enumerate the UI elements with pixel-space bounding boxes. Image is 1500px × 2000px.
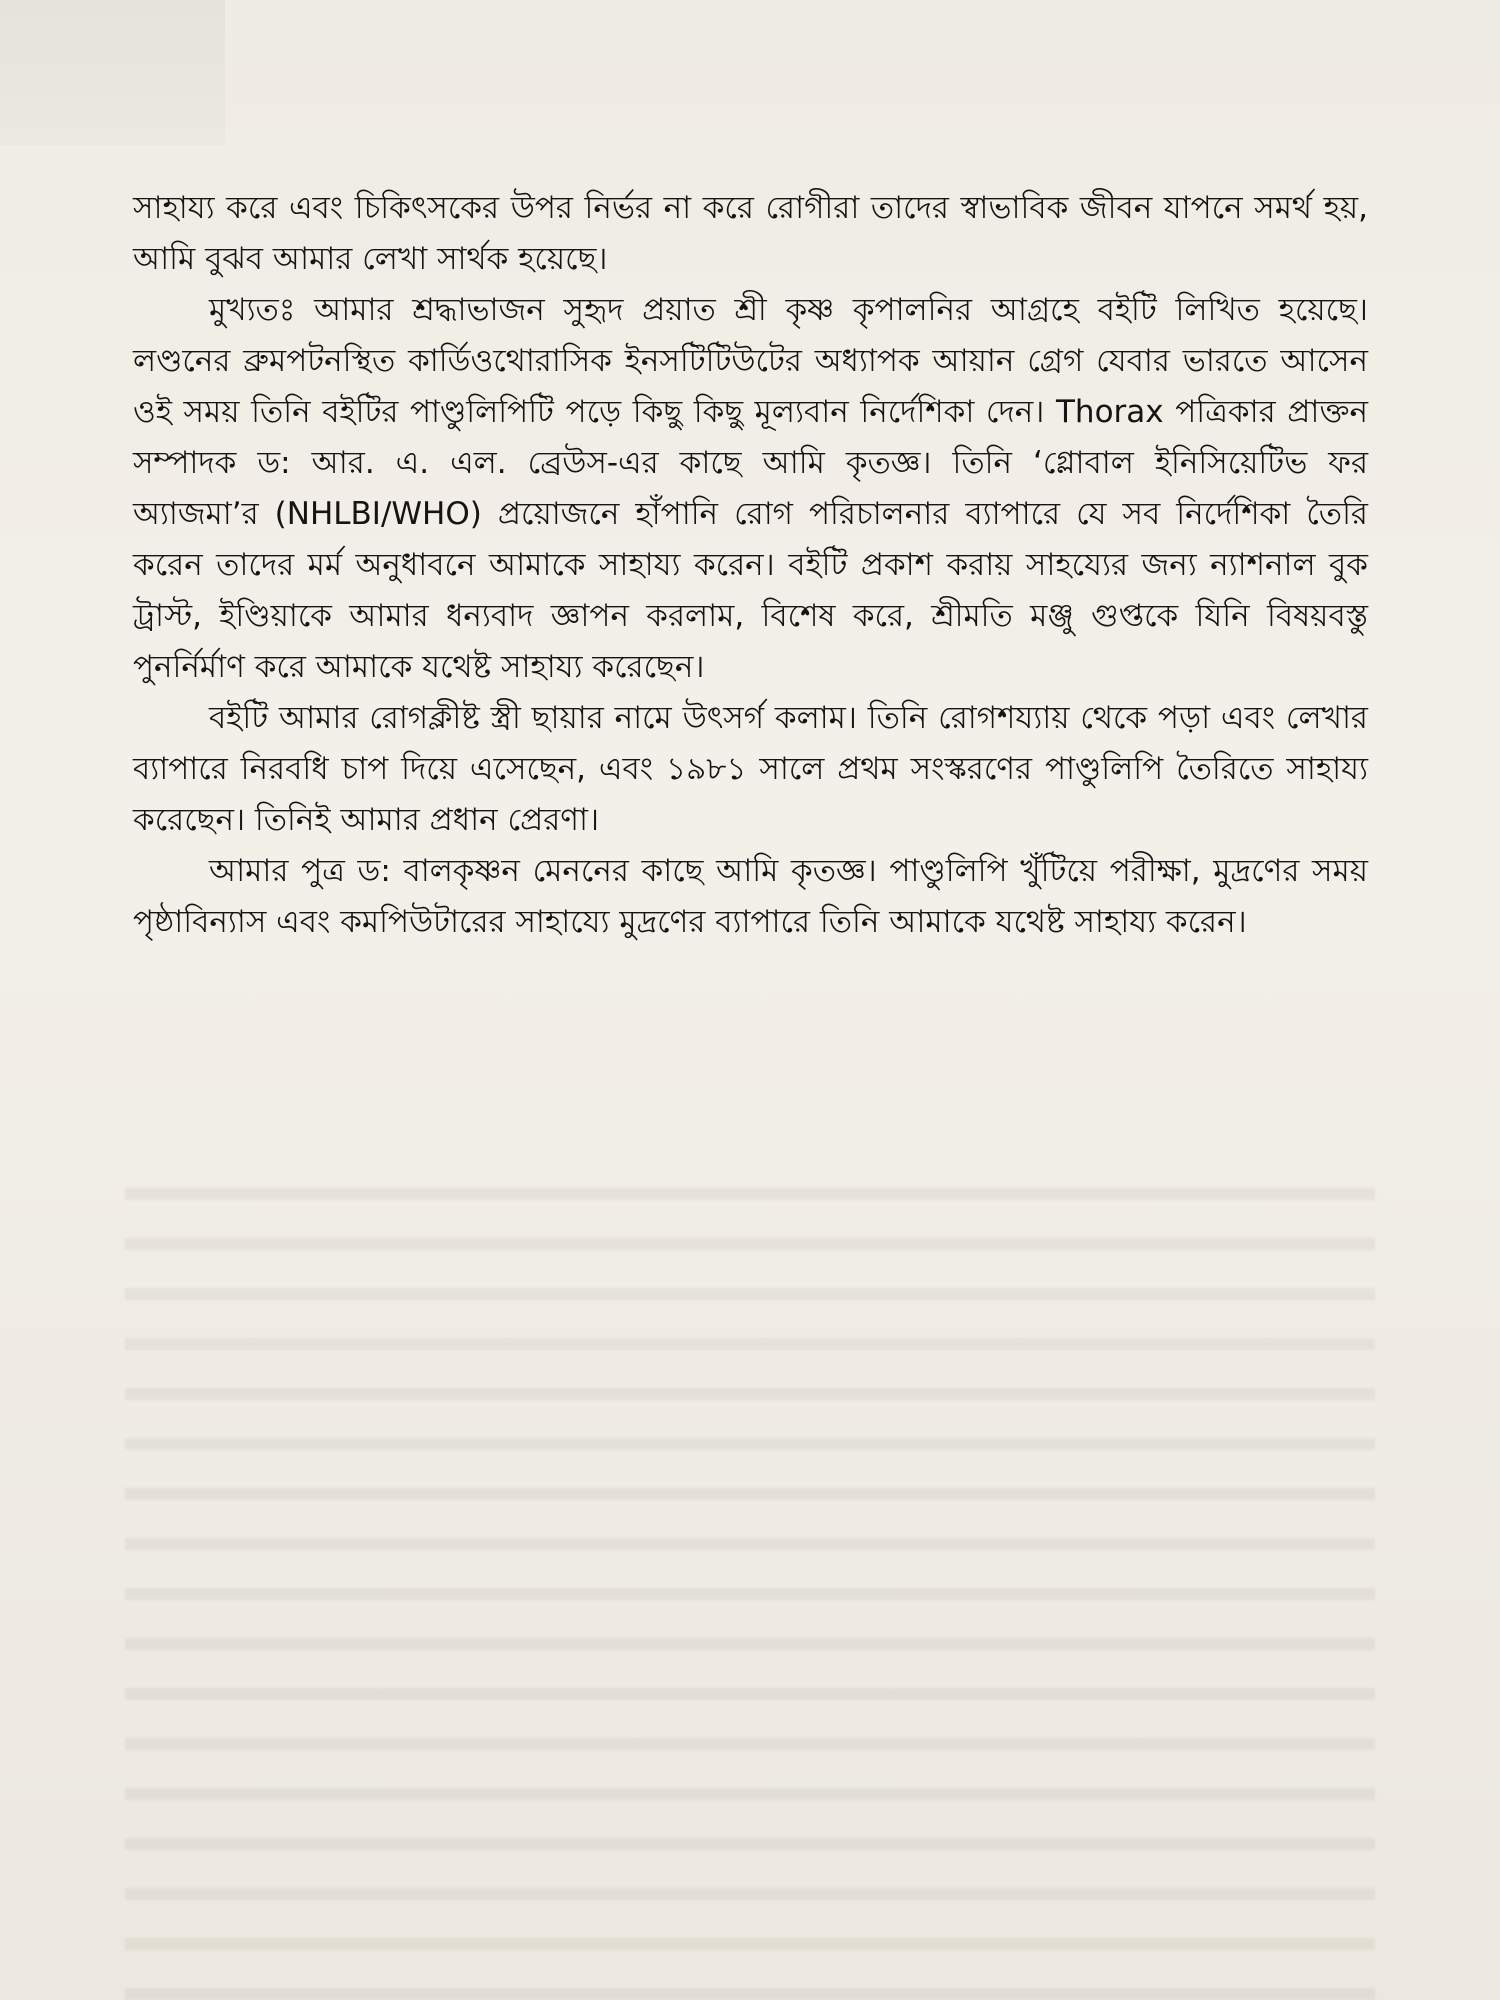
paragraph-dedication: বইটি আমার রোগক্লীষ্ট স্ত্রী ছায়ার নামে উৎসর্গ কলাম। তিনি রোগশয্যায় থেকে পড়া এবং লেখার ব্যাপারে নিরবধি চাপ দিয়ে এসেছেন, এবং ১৯৮১ সালে প্রথম সংস্করণের পাণ্ডুলিপি তৈরিতে সাহায্য করেছেন। তিনিই আমার প্রধান প্রেরণা।	[133, 700, 1368, 838]
page-corner-shadow	[0, 0, 225, 145]
paragraph-son-thanks: আমার পুত্র ড: বালকৃষ্ণন মেননের কাছে আমি কৃতজ্ঞ। পাণ্ডুলিপি খুঁটিয়ে পরীক্ষা, মুদ্রণের সময় পৃষ্ঠাবিন্যাস এবং কমপিউটারের সাহায্যে মুদ্রণের ব্যাপারে তিনি আমাকে যথেষ্ট সাহায্য করেন।	[133, 853, 1368, 940]
show-through-texture	[125, 1150, 1375, 2000]
paragraph-continuation: সাহায্য করে এবং চিকিৎসকের উপর নির্ভর না করে রোগীরা তাদের স্বাভাবিক জীবন যাপনে সমর্থ হয়, আমি বুঝব আমার লেখা সার্থক হয়েছে।	[133, 190, 1368, 277]
paragraph-acknowledgements: মুখ্যতঃ আমার শ্রদ্ধাভাজন সুহৃদ প্রয়াত শ্রী কৃষ্ণ কৃপালনির আগ্রহে বইটি লিখিত হয়েছে। লণ্ডনের ব্রুমপটনস্থিত কার্ডিওথোরাসিক ইনসটিটিউটের অধ্যাপক আয়ান গ্রেগ যেবার ভারতে আসেন ওই সময় তিনি বইটির পাণ্ডুলিপিটি পড়ে কিছু কিছু মূল্যবান নির্দেশিকা দেন। Thorax পত্রিকার প্রাক্তন সম্পাদক ড: আর. এ. এল. ব্রেউস-এর কাছে আমি কৃতজ্ঞ। তিনি ‘গ্লোবাল ইনিসিয়েটিভ ফর অ্যাজমা’র (NHLBI/WHO) প্রয়োজনে হাঁপানি রোগ পরিচালনার ব্যাপারে যে সব নির্দেশিকা তৈরি করেন তাদের মর্ম অনুধাবনে আমাকে সাহায্য করেন। বইটি প্রকাশ করায় সাহয্যের জন্য ন্যাশনাল বুক ট্রাস্ট, ইণ্ডিয়াকে আমার ধন্যবাদ জ্ঞাপন করলাম, বিশেষ করে, শ্রীমতি মঞ্জু গুপ্তকে যিনি বিষয়বস্তু পুনর্নির্মাণ করে আমাকে যথেষ্ট সাহায্য করেছেন।	[133, 292, 1368, 685]
body-text	[133, 183, 1368, 948]
